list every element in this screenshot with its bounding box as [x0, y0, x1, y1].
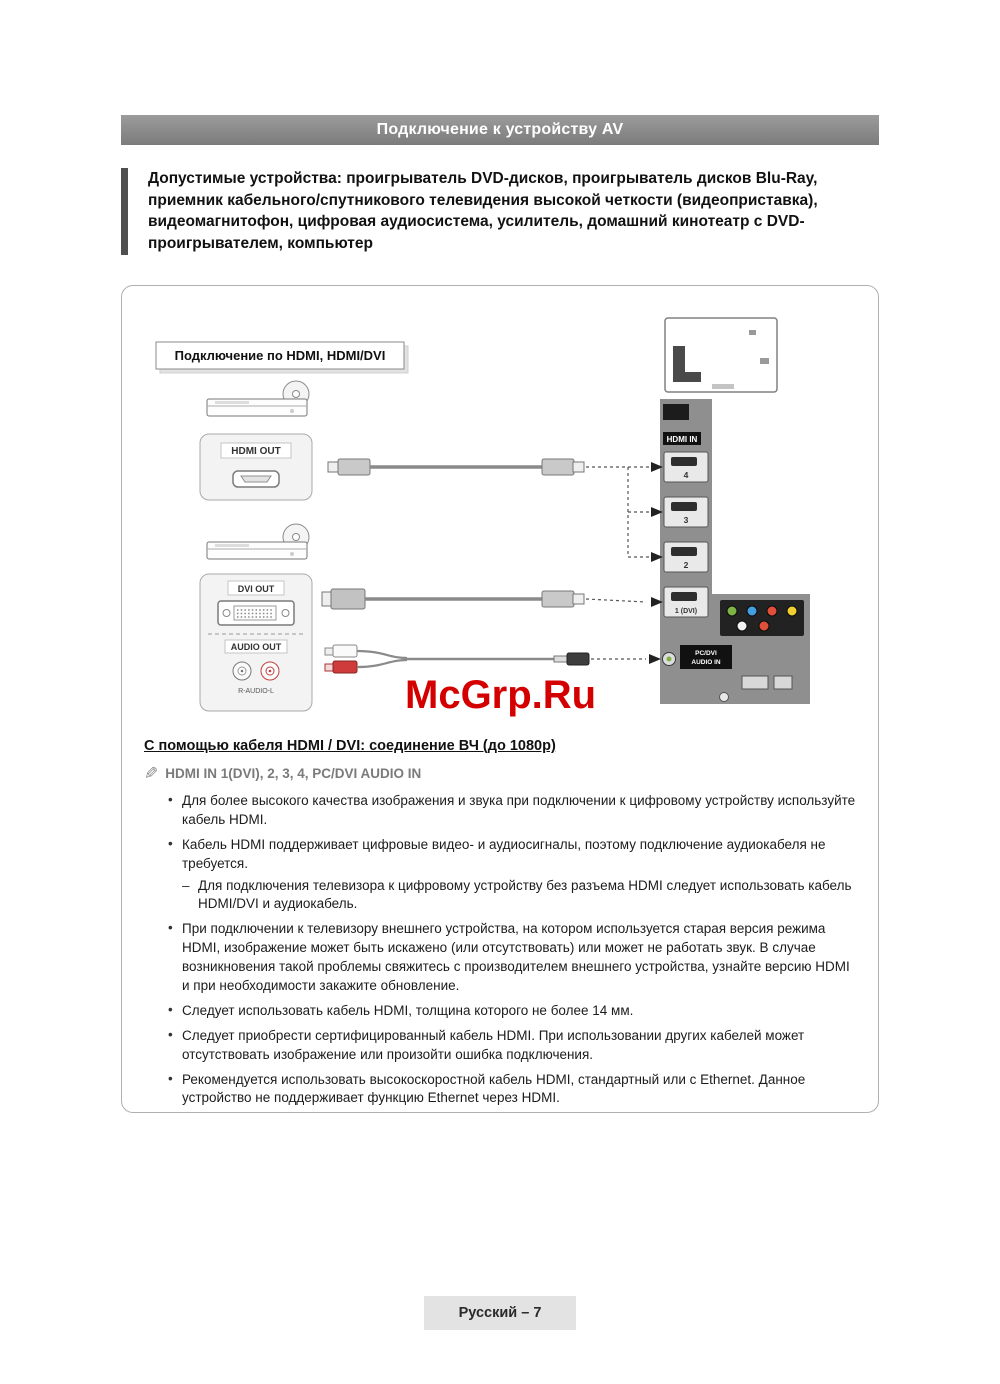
list-item: [168, 920, 860, 996]
connection-diagram: [122, 294, 878, 726]
audio-in-label-line1: PC/DVI: [695, 650, 717, 657]
r-audio-l-label: R-AUDIO-L: [238, 688, 274, 695]
dvi-hdmi-cable: [322, 589, 663, 609]
intro-paragraph: [121, 168, 879, 255]
list-item-text: Для более высокого качества изображения и звука при подключении к цифровому устройству используйте кабель HDMI.: [182, 793, 856, 827]
dvd-player-2-icon: [207, 524, 309, 559]
dvi-out-box: [200, 574, 312, 711]
intro-text: Допустимые устройства: проигрыватель DVD-дисков, проигрыватель дисков Blu-Ray, приемник кабельного/спутникового телевидения высокой четкости (видеоприставка), видеомагнитофон, цифровая аудиосистема, усилитель, домашний кинотеатр с DVD-проигрывателем, компьютер: [148, 170, 818, 253]
section-label-text: Подключение по HDMI, HDMI/DVI: [174, 348, 386, 363]
rca-jack-right-icon: [261, 662, 279, 680]
rca-jack-left-icon: [233, 662, 251, 680]
sub-list-item-text: Для подключения телевизора к цифровому устройству без разъема HDMI следует использовать кабель HDMI/DVI и аудиокабель.: [198, 877, 852, 912]
hdmi-cable: [328, 459, 663, 562]
page-title: Подключение к устройству AV: [376, 121, 624, 138]
list-item: [168, 1002, 860, 1021]
diagram-section-label: [156, 342, 408, 373]
note-pencil-icon: ✎: [144, 764, 159, 783]
list-item-text: При подключении к телевизору внешнего устройства, на котором используется старая версия режима HDMI, изображение может быть искажено (или отсутствовать) или может не работать звук. В случае возникновения такой проблемы свяжитесь с производителем внешнего устройства, узнайте версию HDMI и при необходимости закажите обновление.: [182, 921, 850, 994]
list-item: [168, 1071, 860, 1109]
list-item-text: Кабель HDMI поддерживает цифровые видео- и аудиосигналы, поэтому подключение аудиокабеля не требуется.: [182, 836, 826, 871]
page-footer: [424, 1296, 576, 1330]
dvi-out-label: DVI OUT: [237, 584, 275, 594]
hdmi-port-4: [664, 452, 708, 482]
dvd-player-1-icon: [207, 381, 309, 416]
tv-rear-outline-icon: [665, 318, 777, 392]
port-label-1-dvi: 1 (DVI): [674, 608, 698, 615]
port-label-3: 3: [683, 515, 689, 525]
list-item: [168, 1027, 860, 1065]
hdmi-port-2: [664, 542, 708, 572]
port-label-2: 2: [683, 560, 689, 570]
list-item-text: Рекомендуется использовать высокоскоростной кабель HDMI, стандартный или с Ethernet. Данное устройство не поддерживает функцию Ethernet через HDMI.: [182, 1071, 806, 1106]
component-jack-cluster: [720, 600, 804, 636]
audio-in-label-line2: AUDIO IN: [691, 659, 721, 666]
page-header: [121, 115, 879, 145]
hdmi-port-1-dvi: [664, 587, 708, 617]
bullet-list: [168, 792, 860, 1114]
hdmi-connector-icon: [233, 471, 279, 487]
note-line: [144, 765, 421, 782]
note-label: HDMI IN 1(DVI), 2, 3, 4, PC/DVI AUDIO IN: [165, 766, 422, 781]
port-label-4: 4: [683, 470, 689, 480]
list-item: [168, 836, 860, 915]
dvi-connector-icon: [218, 601, 294, 625]
audio-cable: [325, 645, 661, 673]
tv-back-panel: [660, 399, 810, 704]
list-item-text: Следует приобрести сертифицированный кабель HDMI. При использовании других кабелей может отсутствовать изображение или произойти ошибка подключения.: [182, 1027, 805, 1062]
hdmi-out-label: HDMI OUT: [231, 446, 281, 457]
hdmi-out-box: [200, 434, 312, 500]
hdmi-in-label: HDMI IN: [666, 435, 698, 444]
page-number: Русский – 7: [458, 1305, 542, 1321]
content-box: [121, 285, 879, 1113]
list-item: [168, 792, 860, 830]
hdmi-port-3: [664, 497, 708, 527]
audio-out-label: AUDIO OUT: [230, 642, 282, 652]
watermark: McGrp.Ru: [405, 673, 597, 717]
list-item-text: Следует использовать кабель HDMI, толщина которого не более 14 мм.: [182, 1002, 634, 1018]
sub-list-item: [182, 877, 860, 915]
section-subtitle: С помощью кабеля HDMI / DVI: соединение ВЧ (до 1080p): [144, 738, 556, 754]
